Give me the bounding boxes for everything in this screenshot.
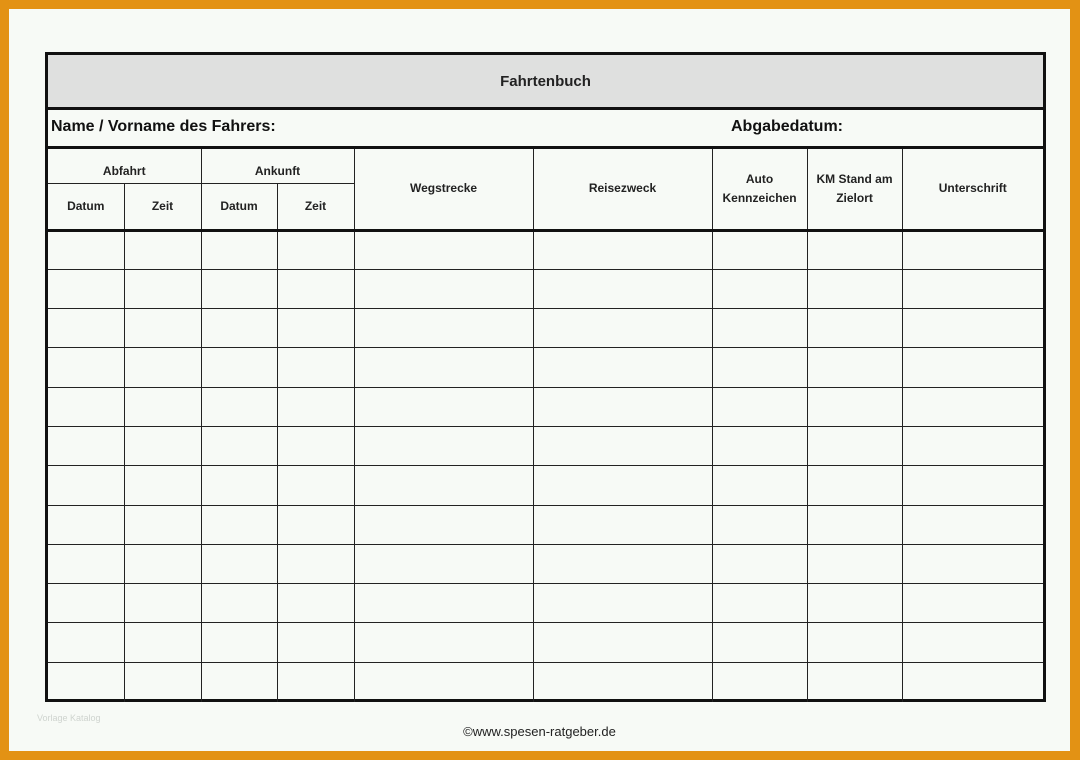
purpose-cell[interactable] (533, 662, 712, 701)
cell-value (202, 270, 277, 308)
departure-date-cell[interactable] (48, 466, 124, 505)
cell-value (534, 663, 712, 702)
cell-value (355, 388, 533, 426)
purpose-cell[interactable] (533, 387, 712, 426)
departure-time-cell[interactable] (124, 505, 201, 544)
driver-name-label: Name / Vorname des Fahrers: (51, 118, 276, 135)
km-reading-cell[interactable] (807, 230, 902, 269)
table-row (48, 466, 1043, 505)
page (9, 9, 1070, 751)
cell-value (534, 309, 712, 347)
plate-cell[interactable] (712, 387, 807, 426)
table-row (48, 348, 1043, 387)
departure-time-cell[interactable] (124, 544, 201, 583)
departure-date-cell[interactable] (48, 387, 124, 426)
driver-name-field[interactable] (293, 110, 683, 146)
signature-cell[interactable] (902, 426, 1043, 465)
cell-value (125, 348, 201, 386)
arrival-time-cell[interactable] (277, 466, 354, 505)
cell-value (355, 663, 533, 702)
cell-value (355, 427, 533, 465)
cell-value (125, 270, 201, 308)
cell-value (202, 232, 277, 269)
cell-value (355, 506, 533, 544)
cell-value (355, 348, 533, 386)
arrival-time-cell[interactable] (277, 544, 354, 583)
cell-value (534, 506, 712, 544)
arrival-date-cell[interactable] (201, 348, 277, 387)
cell-value (808, 663, 902, 702)
km-header (807, 149, 902, 230)
cell-value (808, 545, 902, 583)
cell-value (903, 623, 1044, 661)
cell-value (903, 270, 1044, 308)
copyright-footer: ©www.spesen-ratgeber.de (463, 724, 616, 739)
cell-value (808, 270, 902, 308)
table-row (48, 505, 1043, 544)
cell-value (903, 466, 1044, 504)
km-reading-cell[interactable] (807, 348, 902, 387)
km-reading-cell[interactable] (807, 466, 902, 505)
route-cell[interactable] (354, 466, 533, 505)
departure-time-header: Zeit (124, 183, 201, 230)
cell-value (808, 309, 902, 347)
arrival-time-cell[interactable] (277, 426, 354, 465)
cell-value (903, 309, 1044, 347)
cell-value (713, 623, 807, 661)
arrival-date-cell[interactable] (201, 623, 277, 662)
cell-value (48, 232, 124, 269)
cell-value (278, 584, 354, 622)
cell-value (355, 623, 533, 661)
cell-value (278, 545, 354, 583)
submission-date-field[interactable] (853, 110, 1043, 146)
submission-date-label: Abgabedatum: (731, 118, 843, 135)
purpose-cell[interactable] (533, 584, 712, 623)
cell-value (808, 584, 902, 622)
arrival-time-cell[interactable] (277, 348, 354, 387)
arrival-date-cell[interactable] (201, 505, 277, 544)
cell-value (125, 427, 201, 465)
signature-cell[interactable] (902, 269, 1043, 308)
form-title: Fahrtenbuch (48, 55, 1043, 110)
table-row (48, 230, 1043, 269)
departure-date-cell[interactable] (48, 348, 124, 387)
departure-header: Abfahrt (48, 149, 201, 183)
cell-value (202, 348, 277, 386)
cell-value (48, 309, 124, 347)
cell-value (125, 663, 201, 702)
route-cell[interactable] (354, 269, 533, 308)
km-reading-cell[interactable] (807, 505, 902, 544)
cell-value (355, 466, 533, 504)
cell-value (355, 545, 533, 583)
table-row (48, 426, 1043, 465)
signature-cell[interactable] (902, 309, 1043, 348)
plate-cell[interactable] (712, 426, 807, 465)
cell-value (903, 545, 1044, 583)
departure-time-cell[interactable] (124, 387, 201, 426)
plate-cell[interactable] (712, 584, 807, 623)
cell-value (808, 232, 902, 269)
arrival-time-cell[interactable] (277, 584, 354, 623)
cell-value (48, 663, 124, 702)
arrival-time-cell[interactable] (277, 230, 354, 269)
cell-value (903, 232, 1044, 269)
cell-value (355, 309, 533, 347)
departure-time-cell[interactable] (124, 623, 201, 662)
km-header-line2: Zielort (836, 190, 873, 205)
cell-value (713, 388, 807, 426)
arrival-date-cell[interactable] (201, 387, 277, 426)
signature-cell[interactable] (902, 544, 1043, 583)
route-header: Wegstrecke (354, 149, 533, 230)
plate-cell[interactable] (712, 230, 807, 269)
cell-value (355, 270, 533, 308)
cell-value (48, 545, 124, 583)
driver-row (48, 110, 1043, 149)
plate-cell[interactable] (712, 544, 807, 583)
route-cell[interactable] (354, 348, 533, 387)
cell-value (125, 232, 201, 269)
purpose-cell[interactable] (533, 269, 712, 308)
cell-value (903, 348, 1044, 386)
km-reading-cell[interactable] (807, 269, 902, 308)
arrival-time-cell[interactable] (277, 309, 354, 348)
cell-value (808, 427, 902, 465)
purpose-cell[interactable] (533, 623, 712, 662)
departure-time-cell[interactable] (124, 269, 201, 308)
arrival-date-cell[interactable] (201, 426, 277, 465)
cell-value (278, 309, 354, 347)
cell-value (48, 427, 124, 465)
cell-value (202, 584, 277, 622)
signature-cell[interactable] (902, 662, 1043, 701)
signature-cell[interactable] (902, 505, 1043, 544)
arrival-date-cell[interactable] (201, 584, 277, 623)
cell-value (534, 584, 712, 622)
signature-cell[interactable] (902, 348, 1043, 387)
purpose-cell[interactable] (533, 309, 712, 348)
plate-cell[interactable] (712, 662, 807, 701)
plate-header-line2: Kennzeichen (722, 190, 797, 205)
departure-date-cell[interactable] (48, 426, 124, 465)
cell-value (202, 506, 277, 544)
departure-date-cell[interactable] (48, 309, 124, 348)
arrival-date-cell[interactable] (201, 662, 277, 701)
cell-value (534, 545, 712, 583)
route-cell[interactable] (354, 544, 533, 583)
arrival-time-cell[interactable] (277, 662, 354, 701)
arrival-time-cell[interactable] (277, 623, 354, 662)
departure-time-cell[interactable] (124, 230, 201, 269)
cell-value (202, 388, 277, 426)
trip-log-table (48, 149, 1043, 702)
cell-value (48, 584, 124, 622)
cell-value (355, 232, 533, 269)
table-row (48, 584, 1043, 623)
departure-date-cell[interactable] (48, 623, 124, 662)
cell-value (278, 232, 354, 269)
cell-value (48, 388, 124, 426)
cell-value (903, 427, 1044, 465)
arrival-date-cell[interactable] (201, 544, 277, 583)
cell-value (534, 427, 712, 465)
cell-value (202, 309, 277, 347)
cell-value (534, 388, 712, 426)
cell-value (713, 506, 807, 544)
cell-value (808, 623, 902, 661)
plate-cell[interactable] (712, 348, 807, 387)
cell-value (278, 270, 354, 308)
purpose-cell[interactable] (533, 505, 712, 544)
cell-value (713, 309, 807, 347)
arrival-header: Ankunft (201, 149, 354, 183)
arrival-date-cell[interactable] (201, 269, 277, 308)
cell-value (713, 232, 807, 269)
km-reading-cell[interactable] (807, 426, 902, 465)
departure-time-cell[interactable] (124, 466, 201, 505)
plate-cell[interactable] (712, 309, 807, 348)
cell-value (125, 584, 201, 622)
km-reading-cell[interactable] (807, 584, 902, 623)
plate-cell[interactable] (712, 466, 807, 505)
arrival-time-cell[interactable] (277, 269, 354, 308)
cell-value (278, 427, 354, 465)
plate-header (712, 149, 807, 230)
departure-date-cell[interactable] (48, 662, 124, 701)
cell-value (278, 506, 354, 544)
plate-cell[interactable] (712, 623, 807, 662)
signature-cell[interactable] (902, 623, 1043, 662)
logbook-form (45, 52, 1046, 702)
plate-header-line1: Auto (745, 171, 774, 186)
table-row (48, 269, 1043, 308)
cell-value (808, 348, 902, 386)
cell-value (278, 623, 354, 661)
purpose-cell[interactable] (533, 426, 712, 465)
table-row (48, 387, 1043, 426)
cell-value (125, 506, 201, 544)
cell-value (278, 388, 354, 426)
purpose-cell[interactable] (533, 466, 712, 505)
cell-value (713, 545, 807, 583)
cell-value (125, 466, 201, 504)
signature-cell[interactable] (902, 466, 1043, 505)
cell-value (534, 232, 712, 269)
km-reading-cell[interactable] (807, 623, 902, 662)
purpose-cell[interactable] (533, 348, 712, 387)
route-cell[interactable] (354, 426, 533, 465)
departure-date-cell[interactable] (48, 505, 124, 544)
cell-value (48, 466, 124, 504)
cell-value (903, 584, 1044, 622)
signature-cell[interactable] (902, 387, 1043, 426)
departure-date-cell[interactable] (48, 269, 124, 308)
purpose-cell[interactable] (533, 230, 712, 269)
cell-value (534, 270, 712, 308)
cell-value (713, 348, 807, 386)
cell-value (125, 545, 201, 583)
departure-time-cell[interactable] (124, 309, 201, 348)
cell-value (125, 309, 201, 347)
departure-time-cell[interactable] (124, 584, 201, 623)
signature-header: Unterschrift (902, 149, 1043, 230)
cell-value (808, 466, 902, 504)
cell-value (713, 584, 807, 622)
km-reading-cell[interactable] (807, 544, 902, 583)
km-reading-cell[interactable] (807, 309, 902, 348)
route-cell[interactable] (354, 387, 533, 426)
km-reading-cell[interactable] (807, 387, 902, 426)
arrival-time-header: Zeit (277, 183, 354, 230)
route-cell[interactable] (354, 623, 533, 662)
departure-date-cell[interactable] (48, 544, 124, 583)
table-row (48, 544, 1043, 583)
cell-value (903, 388, 1044, 426)
route-cell[interactable] (354, 662, 533, 701)
table-row (48, 309, 1043, 348)
departure-date-cell[interactable] (48, 230, 124, 269)
route-cell[interactable] (354, 230, 533, 269)
cell-value (903, 506, 1044, 544)
route-cell[interactable] (354, 309, 533, 348)
cell-value (202, 545, 277, 583)
departure-date-header: Datum (48, 183, 124, 230)
arrival-date-header: Datum (201, 183, 277, 230)
departure-date-cell[interactable] (48, 584, 124, 623)
signature-cell[interactable] (902, 230, 1043, 269)
cell-value (903, 663, 1044, 702)
route-cell[interactable] (354, 584, 533, 623)
cell-value (202, 427, 277, 465)
route-cell[interactable] (354, 505, 533, 544)
cell-value (713, 270, 807, 308)
cell-value (278, 663, 354, 702)
departure-time-cell[interactable] (124, 426, 201, 465)
cell-value (278, 466, 354, 504)
cell-value (808, 388, 902, 426)
cell-value (355, 584, 533, 622)
table-row (48, 662, 1043, 701)
cell-value (713, 663, 807, 702)
arrival-date-cell[interactable] (201, 230, 277, 269)
cell-value (278, 348, 354, 386)
cell-value (48, 506, 124, 544)
cell-value (202, 466, 277, 504)
cell-value (202, 663, 277, 702)
cell-value (48, 623, 124, 661)
arrival-time-cell[interactable] (277, 387, 354, 426)
plate-cell[interactable] (712, 269, 807, 308)
cell-value (534, 466, 712, 504)
cell-value (48, 270, 124, 308)
cell-value (713, 466, 807, 504)
cell-value (125, 623, 201, 661)
plate-cell[interactable] (712, 505, 807, 544)
purpose-header: Reisezweck (533, 149, 712, 230)
arrival-time-cell[interactable] (277, 505, 354, 544)
departure-time-cell[interactable] (124, 662, 201, 701)
table-row (48, 623, 1043, 662)
arrival-date-cell[interactable] (201, 309, 277, 348)
cell-value (48, 348, 124, 386)
km-header-line1: KM Stand am (816, 171, 893, 186)
trip-log-body (48, 230, 1043, 702)
km-reading-cell[interactable] (807, 662, 902, 701)
signature-cell[interactable] (902, 584, 1043, 623)
arrival-date-cell[interactable] (201, 466, 277, 505)
cell-value (534, 623, 712, 661)
cell-value (202, 623, 277, 661)
cell-value (125, 388, 201, 426)
cell-value (713, 427, 807, 465)
watermark: Vorlage Katalog (37, 713, 101, 723)
purpose-cell[interactable] (533, 544, 712, 583)
cell-value (808, 506, 902, 544)
cell-value (534, 348, 712, 386)
departure-time-cell[interactable] (124, 348, 201, 387)
